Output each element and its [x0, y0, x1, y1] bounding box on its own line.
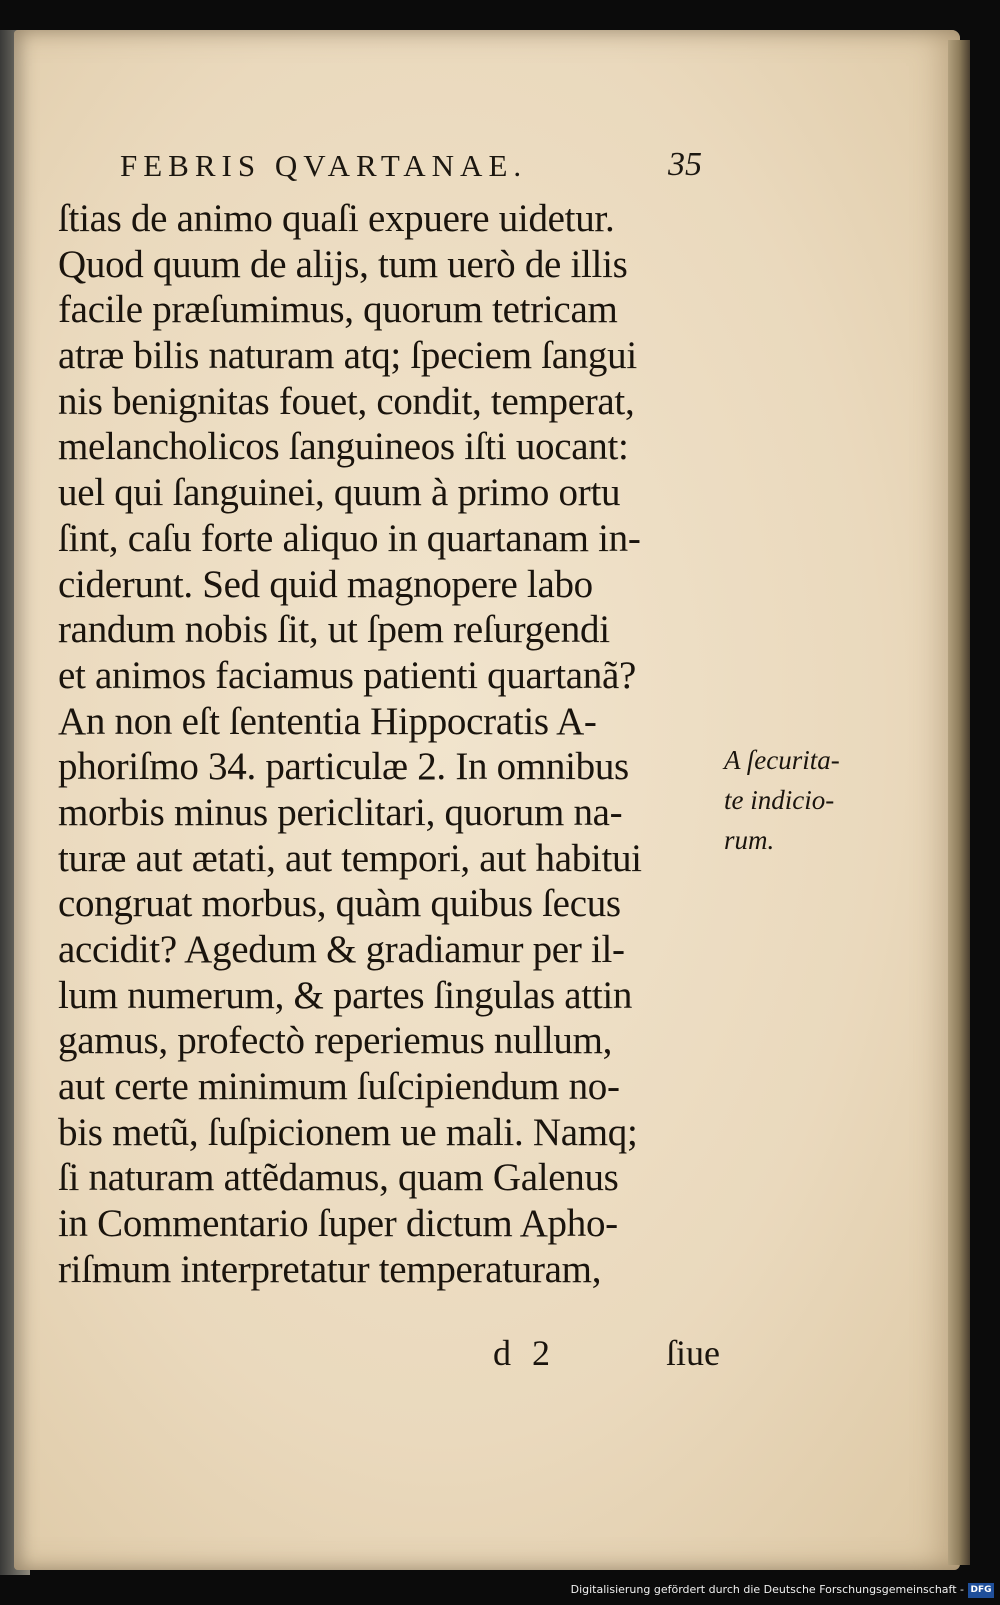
marginal-note-line: te indicio-: [724, 785, 835, 815]
text-line: nis benignitas fouet, condit, temperat,: [58, 379, 635, 423]
text-line: congruat morbus, quàm quibus ſecus: [58, 882, 621, 926]
dfg-logo: DFG: [968, 1583, 994, 1598]
text-line: bis metũ, ſuſpicionem ue mali. Namq;: [58, 1110, 638, 1154]
body-text: [58, 196, 738, 1293]
text-line: riſmum interpretatur temperaturam,: [58, 1247, 602, 1291]
text-line: aut certe minimum ſuſcipiendum no-: [58, 1065, 620, 1109]
signature-mark: d 2: [493, 1333, 556, 1373]
marginal-note-line: A ſecurita-: [724, 745, 840, 775]
text-line: lum numerum, & partes ſingulas attin: [58, 973, 633, 1017]
text-line: turæ aut ætati, aut tempori, aut habitui: [58, 836, 642, 880]
text-line: morbis minus periclitari, quorum na-: [58, 790, 623, 834]
page-edge: [948, 40, 970, 1565]
text-line: ciderunt. Sed quid magnopere labo: [58, 562, 593, 606]
text-line: ſtias de animo quaſi expuere uidetur.: [58, 197, 615, 240]
text-line: et animos faciamus patienti quartanã?: [58, 653, 636, 697]
text-line: phoriſmo 34. particulæ 2. In omnibus: [58, 745, 629, 789]
text-line: ſint, caſu forte aliquo in quartanam in-: [58, 516, 641, 560]
text-line: randum nobis ſit, ut ſpem reſurgendi: [58, 608, 610, 652]
text-line: facile præſumimus, quorum tetricam: [58, 288, 618, 332]
text-line: Quod quum de alijs, tum uerò de illis: [58, 242, 628, 286]
funding-note: Digitalisierung gefördert durch die Deutsche Forschungsgemeinschaft -: [570, 1583, 964, 1596]
text-line: melancholicos ſanguineos iſti uocant:: [58, 425, 629, 469]
marginal-note: [724, 740, 884, 860]
page-number: 35: [668, 146, 702, 183]
page-header: [120, 148, 760, 196]
text-line: uel qui ſanguinei, quum à primo ortu: [58, 471, 621, 515]
text-line: accidit? Agedum & gradiamur per il-: [58, 928, 625, 971]
marginal-note-line: rum.: [724, 825, 775, 855]
running-head: FEBRIS QVARTANAE.: [120, 148, 528, 183]
text-line: gamus, profectò reperiemus nullum,: [58, 1019, 613, 1063]
digitization-footer: [0, 1578, 1000, 1605]
text-line: ſi naturam attẽdamus, quam Galenus: [58, 1156, 619, 1200]
catchword: ſiue: [666, 1333, 720, 1373]
text-line: in Commentario ſuper dictum Apho-: [58, 1202, 618, 1246]
text-line: atræ bilis naturam atq; ſpeciem ſangui: [58, 334, 637, 378]
text-line: An non eſt ſententia Hippocratis A-: [58, 699, 597, 743]
